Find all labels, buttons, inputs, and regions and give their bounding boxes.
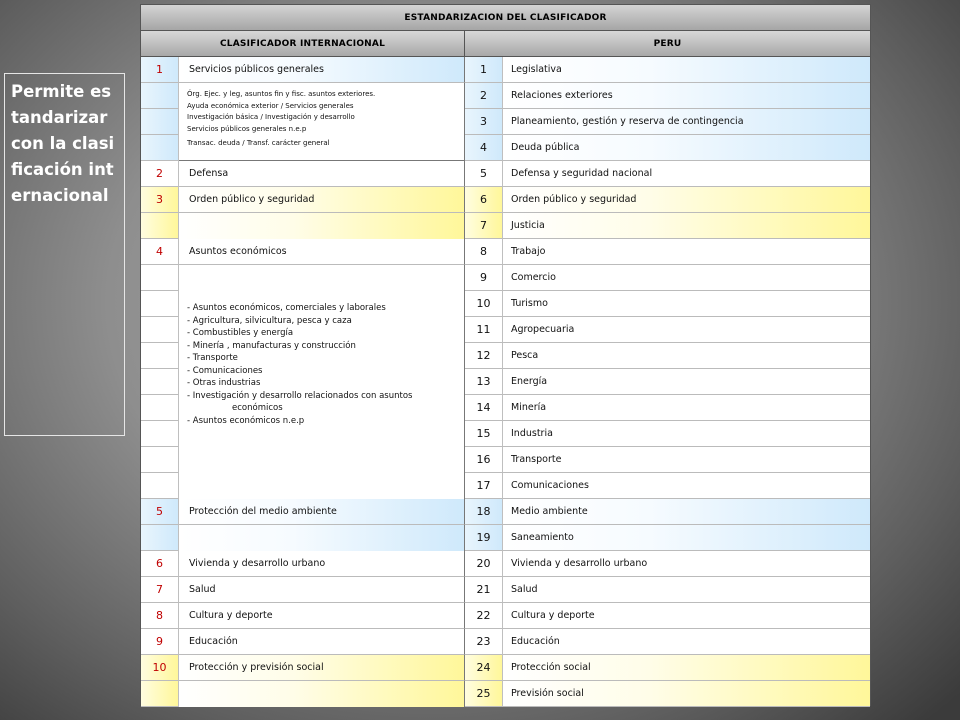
table-title: ESTANDARIZACION DEL CLASIFICADOR [141,5,870,31]
peru-name: Justicia [503,213,870,239]
international-number [141,395,179,421]
detail-line: - Combustibles y energía [187,328,294,338]
peru-number: 18 [465,499,503,525]
detail-line: Servicios públicos generales n.e.p [187,124,307,133]
detail-line: - Minería , manufacturas y construcción [187,340,356,351]
peru-name: Vivienda y desarrollo urbano [503,551,870,577]
detail-line: - Transporte [187,353,238,363]
peru-name: Protección social [503,655,870,681]
international-number: 7 [141,577,179,603]
peru-number: 2 [465,83,503,109]
international-number: 3 [141,187,179,213]
detail-line: - Agricultura, silvicultura, pesca y caza [187,315,352,326]
table-row [141,239,870,265]
table-row [141,499,870,525]
table-row [141,681,870,707]
peru-name: Saneamiento [503,525,870,551]
international-number: 9 [141,629,179,655]
international-number: 5 [141,499,179,525]
international-number [141,109,179,135]
detail-line: Transac. deuda / Transf. carácter general [187,139,330,147]
international-number [141,343,179,369]
peru-number: 24 [465,655,503,681]
international-number: 6 [141,551,179,577]
peru-name: Minería [503,395,870,421]
detail-line: - Asuntos económicos, comerciales y laborales [187,303,386,313]
international-name [179,525,465,551]
peru-name: Cultura y deporte [503,603,870,629]
sidebar-note-text: Permite estandarizar con la clasificación internacional [11,82,115,205]
table-subheader [141,31,870,57]
peru-number: 7 [465,213,503,239]
peru-name: Deuda pública [503,135,870,161]
peru-name: Comunicaciones [503,473,870,499]
international-name [179,681,465,707]
peru-header: PERU [465,31,870,57]
peru-number: 1 [465,57,503,83]
peru-name: Orden público y seguridad [503,187,870,213]
table-row [141,629,870,655]
table-row [141,577,870,603]
peru-name: Planeamiento, gestión y reserva de contingencia [503,109,870,135]
international-number [141,83,179,109]
peru-name: Transporte [503,447,870,473]
international-name: Protección y previsión social [179,655,465,681]
peru-number: 9 [465,265,503,291]
peru-name: Comercio [503,265,870,291]
international-number [141,447,179,473]
peru-name: Trabajo [503,239,870,265]
classification-table [140,4,871,706]
detail-line: económicos [232,403,283,413]
peru-name: Previsión social [503,681,870,707]
peru-number: 22 [465,603,503,629]
international-number [141,369,179,395]
peru-name: Relaciones exteriores [503,83,870,109]
international-name [179,213,465,239]
sidebar-note-box [4,73,125,436]
international-name: Cultura y deporte [179,603,465,629]
detail-line: Órg. Ejec. y leg, asuntos fin y fisc. asuntos exteriores. [187,90,376,98]
international-number [141,265,179,291]
peru-number: 4 [465,135,503,161]
table-row [141,551,870,577]
international-header: CLASIFICADOR INTERNACIONAL [141,31,465,57]
peru-number: 21 [465,577,503,603]
detail-line: - Asuntos económicos n.e.p [187,415,305,426]
peru-number: 20 [465,551,503,577]
peru-number: 19 [465,525,503,551]
international-number: 10 [141,655,179,681]
detail-line: - Investigación y desarrollo relacionados con asuntos [187,390,413,401]
international-name: Asuntos económicos [179,239,465,265]
peru-number: 23 [465,629,503,655]
peru-number: 8 [465,239,503,265]
public-services-detail [179,83,465,161]
peru-number: 14 [465,395,503,421]
peru-name: Energía [503,369,870,395]
peru-number: 15 [465,421,503,447]
peru-name: Pesca [503,343,870,369]
international-number [141,213,179,239]
international-name: Educación [179,629,465,655]
peru-name: Legislativa [503,57,870,83]
peru-number: 25 [465,681,503,707]
international-number [141,525,179,551]
table-row [141,213,870,239]
international-number [141,681,179,707]
economic-affairs-detail [179,265,465,499]
peru-number: 12 [465,343,503,369]
peru-name: Agropecuaria [503,317,870,343]
table-row [141,525,870,551]
peru-number: 5 [465,161,503,187]
table-row [141,57,870,83]
detail-line: - Otras industrias [187,378,261,388]
international-name: Orden público y seguridad [179,187,465,213]
international-name: Servicios públicos generales [179,57,465,83]
peru-number: 13 [465,369,503,395]
peru-number: 17 [465,473,503,499]
international-number: 2 [141,161,179,187]
table-row [141,655,870,681]
peru-number: 16 [465,447,503,473]
detail-line: - Comunicaciones [187,365,263,376]
peru-number: 11 [465,317,503,343]
table-row [141,161,870,187]
international-name: Defensa [179,161,465,187]
international-number [141,473,179,499]
peru-name: Industria [503,421,870,447]
peru-number: 10 [465,291,503,317]
international-number: 1 [141,57,179,83]
detail-line: Investigación básica / Investigación y desarrollo [187,113,355,121]
international-name: Vivienda y desarrollo urbano [179,551,465,577]
international-number [141,421,179,447]
peru-number: 6 [465,187,503,213]
international-number [141,317,179,343]
international-name: Salud [179,577,465,603]
international-number [141,135,179,161]
table-row [141,603,870,629]
peru-name: Medio ambiente [503,499,870,525]
peru-name: Defensa y seguridad nacional [503,161,870,187]
international-number: 4 [141,239,179,265]
international-number [141,291,179,317]
peru-name: Turismo [503,291,870,317]
peru-name: Salud [503,577,870,603]
international-number: 8 [141,603,179,629]
international-name: Protección del medio ambiente [179,499,465,525]
peru-name: Educación [503,629,870,655]
table-row [141,187,870,213]
detail-line: Ayuda económica exterior / Servicios generales [187,101,354,110]
peru-number: 3 [465,109,503,135]
